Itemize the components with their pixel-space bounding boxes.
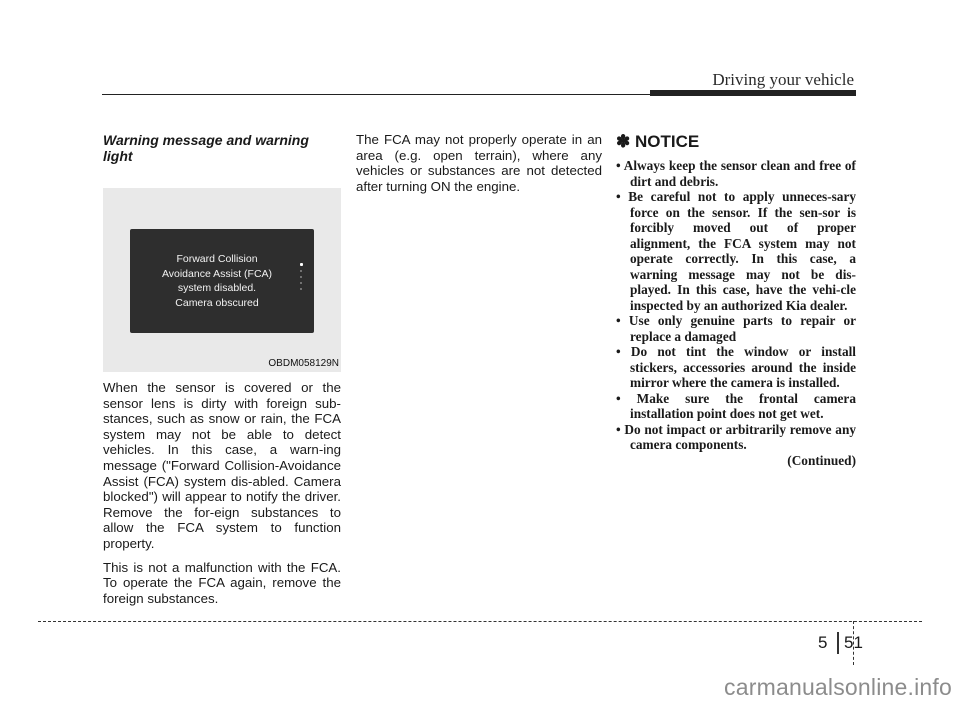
continued-label: (Continued) bbox=[787, 452, 856, 468]
notice-box bbox=[616, 132, 856, 468]
page-dot bbox=[300, 288, 302, 290]
page-dot bbox=[300, 276, 302, 278]
display-line: system disabled. bbox=[177, 282, 257, 294]
watermark: carmanualsonline.info bbox=[724, 674, 952, 700]
display-line: Camera obscured bbox=[175, 296, 259, 309]
notice-item: • Be careful not to apply unneces-sary force on the sensor. If the sen-sor is forcibly moved out of proper alignment, the FCA system may not operate correctly. In this case, a warning message may not be dis-played. In this case, have the vehi-cle inspected by an authorized Kia dealer. bbox=[616, 189, 856, 313]
notice-item: • Do not impact or arbitrarily remove any camera components. bbox=[616, 421, 856, 452]
footer-rule bbox=[38, 621, 922, 622]
page-indicator-dots bbox=[300, 263, 303, 294]
running-header: Driving your vehicle bbox=[712, 70, 854, 89]
header-rule bbox=[102, 94, 854, 95]
page-dot bbox=[300, 270, 302, 272]
paragraph: The FCA may not properly operate in an area (e.g. open terrain), where any vehicles or substances are not detected after turning ON the engine. bbox=[356, 132, 602, 194]
page-dot-active bbox=[300, 263, 303, 266]
display-line: Avoidance Assist (FCA) bbox=[161, 267, 273, 280]
paragraph: When the sensor is covered or the sensor lens is dirty with foreign sub-stances, such as snow or rain, the FCA system may not be able to detect vehicles. In this case, a warn-ing message ("Forward Collision-Avoidance Assist (FCA) system dis-abled. Camera blocked") will appear to notify the driver. Remove the for-eign substances to allow the FCA system to function property. bbox=[103, 380, 341, 551]
notice-item: • Use only genuine parts to repair or replace a damaged bbox=[616, 313, 856, 344]
cluster-display bbox=[130, 229, 314, 333]
section-number: 5 bbox=[818, 633, 828, 652]
display-message bbox=[130, 252, 304, 310]
middle-column bbox=[356, 132, 602, 202]
notice-heading: ✽ NOTICE bbox=[616, 132, 700, 151]
notice-item: • Make sure the frontal camera installation point does not get wet. bbox=[616, 390, 856, 421]
section-subheading: Warning message and warning light bbox=[103, 132, 309, 164]
figure-code: OBDM058129N bbox=[268, 358, 339, 369]
page-number: 51 bbox=[844, 633, 863, 652]
header-rule-thick bbox=[650, 90, 856, 96]
notice-item: • Always keep the sensor clean and free of dirt and debris. bbox=[616, 158, 856, 189]
page-dot bbox=[300, 282, 302, 284]
paragraph: This is not a malfunction with the FCA. To operate the FCA again, remove the foreign substances. bbox=[103, 559, 341, 606]
notice-list bbox=[616, 158, 856, 453]
left-column bbox=[103, 132, 341, 614]
display-line: Forward Collision bbox=[176, 253, 258, 265]
notice-item: • Do not tint the window or install stickers, accessories around the inside mirror where the camera is installed. bbox=[616, 344, 856, 390]
warning-figure bbox=[103, 188, 341, 372]
page-number-divider bbox=[837, 632, 839, 654]
